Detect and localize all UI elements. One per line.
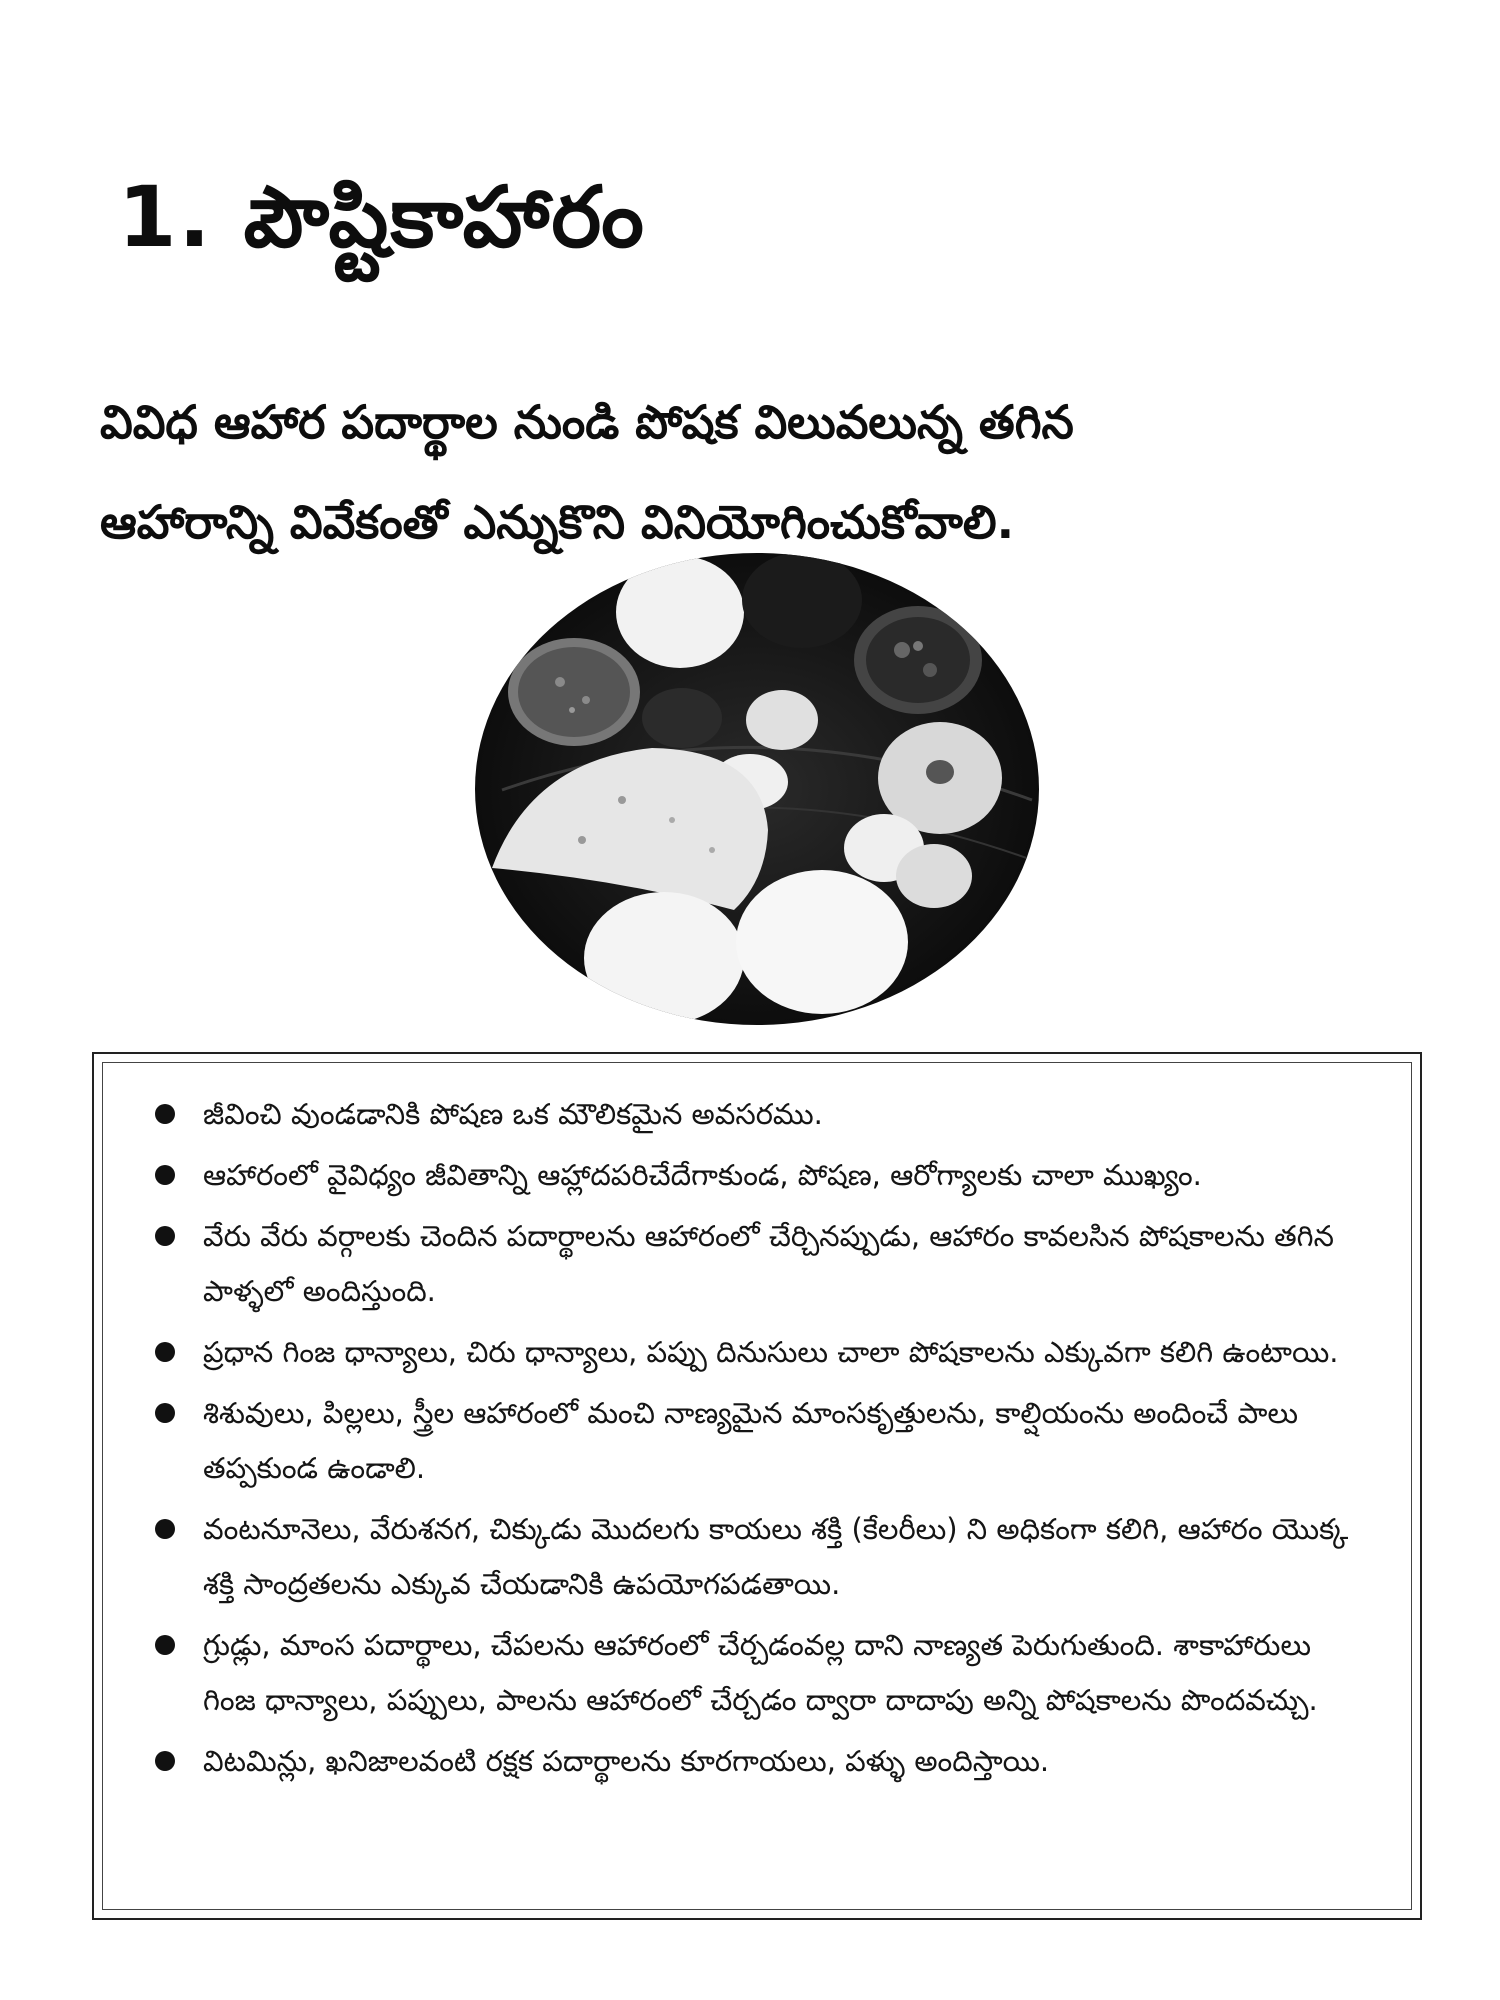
key-facts-box: [92, 1052, 1422, 1920]
fact-text: శిశువులు, పిల్లలు, స్త్రీల ఆహారంలో మంచి నాణ్యమైన మాంసకృత్తులను, కాల్షియంను అందించే పాలు తప్పకుండ ఉండాలి.: [203, 1396, 1299, 1485]
bullet-icon: [155, 1165, 175, 1185]
bullet-icon: [155, 1226, 175, 1246]
fact-text: వేరు వేరు వర్గాలకు చెందిన పదార్థాలను ఆహారంలో చేర్చినప్పుడు, ఆహారం కావలసిన పోషకాలను తగిన పాళ్ళలో అందిస్తుంది.: [203, 1219, 1334, 1308]
fact-text: విటమిన్లు, ఖనిజాలవంటి రక్షక పదార్థాలను కూరగాయలు, పళ్ళు అందిస్తాయి.: [203, 1744, 1050, 1778]
curd-bowl: [616, 556, 744, 668]
food-plate-illustration: [472, 550, 1042, 1028]
laddu: [746, 690, 818, 750]
list-item: [155, 1087, 1355, 1142]
fact-text: గ్రుడ్లు, మాంస పదార్థాలు, చేపలను ఆహారంలో చేర్చడంవల్ల దాని నాణ్యత పెరుగుతుంది. శాకాహారులు గింజ ధాన్యాలు, పప్పులు, పాలను ఆహారంలో చేర్చడం ద్వారా దాదాపు అన్ని పోషకాలను పొందవచ్చు.: [203, 1628, 1318, 1717]
curry-bowl: [742, 552, 862, 648]
list-item: [155, 1148, 1355, 1203]
food-plate-image: [472, 550, 1042, 1028]
intro-paragraph: [100, 372, 1420, 572]
intro-line-1: వివిధ ఆహార పదార్థాల నుండి పోషక విలువలున్న తగిన: [100, 395, 1074, 449]
fact-text: ప్రధాన గింజ ధాన్యాలు, చిరు ధాన్యాలు, పప్పు దినుసులు చాలా పోషకాలను ఎక్కువగా కలిగి ఉంటాయి.: [203, 1335, 1339, 1369]
fact-text: వంటనూనెలు, వేరుశనగ, చిక్కుడు మొదలగు కాయలు శక్తి (కేలరీలు) ని అధికంగా కలిగి, ఆహారం యొక్క శక్తి సాంద్రతలను ఎక్కువ చేయడానికి ఉపయోగపడతాయి.: [203, 1512, 1349, 1601]
rice-mound-1: [584, 892, 744, 1024]
bullet-icon: [155, 1342, 175, 1362]
fact-text: జీవించి వుండడానికి పోషణ ఒక మౌలికమైన అవసరము.: [203, 1097, 823, 1131]
list-item: [155, 1734, 1355, 1789]
key-facts-list: [155, 1087, 1355, 1795]
list-item: [155, 1209, 1355, 1319]
bullet-icon: [155, 1751, 175, 1771]
idli-2: [896, 844, 972, 908]
chapter-title: 1. పౌష్టికాహారం: [118, 168, 646, 266]
key-facts-inner-border: [102, 1062, 1412, 1910]
list-item: [155, 1386, 1355, 1496]
list-item: [155, 1325, 1355, 1380]
intro-line-2: ఆహారాన్ని వివేకంతో ఎన్నుకొని వినియోగించుకోవాలి.: [100, 495, 1015, 549]
bullet-icon: [155, 1635, 175, 1655]
rice-mound-2: [736, 870, 908, 1014]
list-item: [155, 1618, 1355, 1728]
bullet-icon: [155, 1104, 175, 1124]
bullet-icon: [155, 1403, 175, 1423]
bullet-icon: [155, 1519, 175, 1539]
vegetable-curry: [642, 688, 722, 748]
list-item: [155, 1502, 1355, 1612]
fact-text: ఆహారంలో వైవిధ్యం జీవితాన్ని ఆహ్లాదపరిచేదేగాకుండ, పోషణ, ఆరోగ్యాలకు చాలా ముఖ్యం.: [203, 1158, 1202, 1192]
